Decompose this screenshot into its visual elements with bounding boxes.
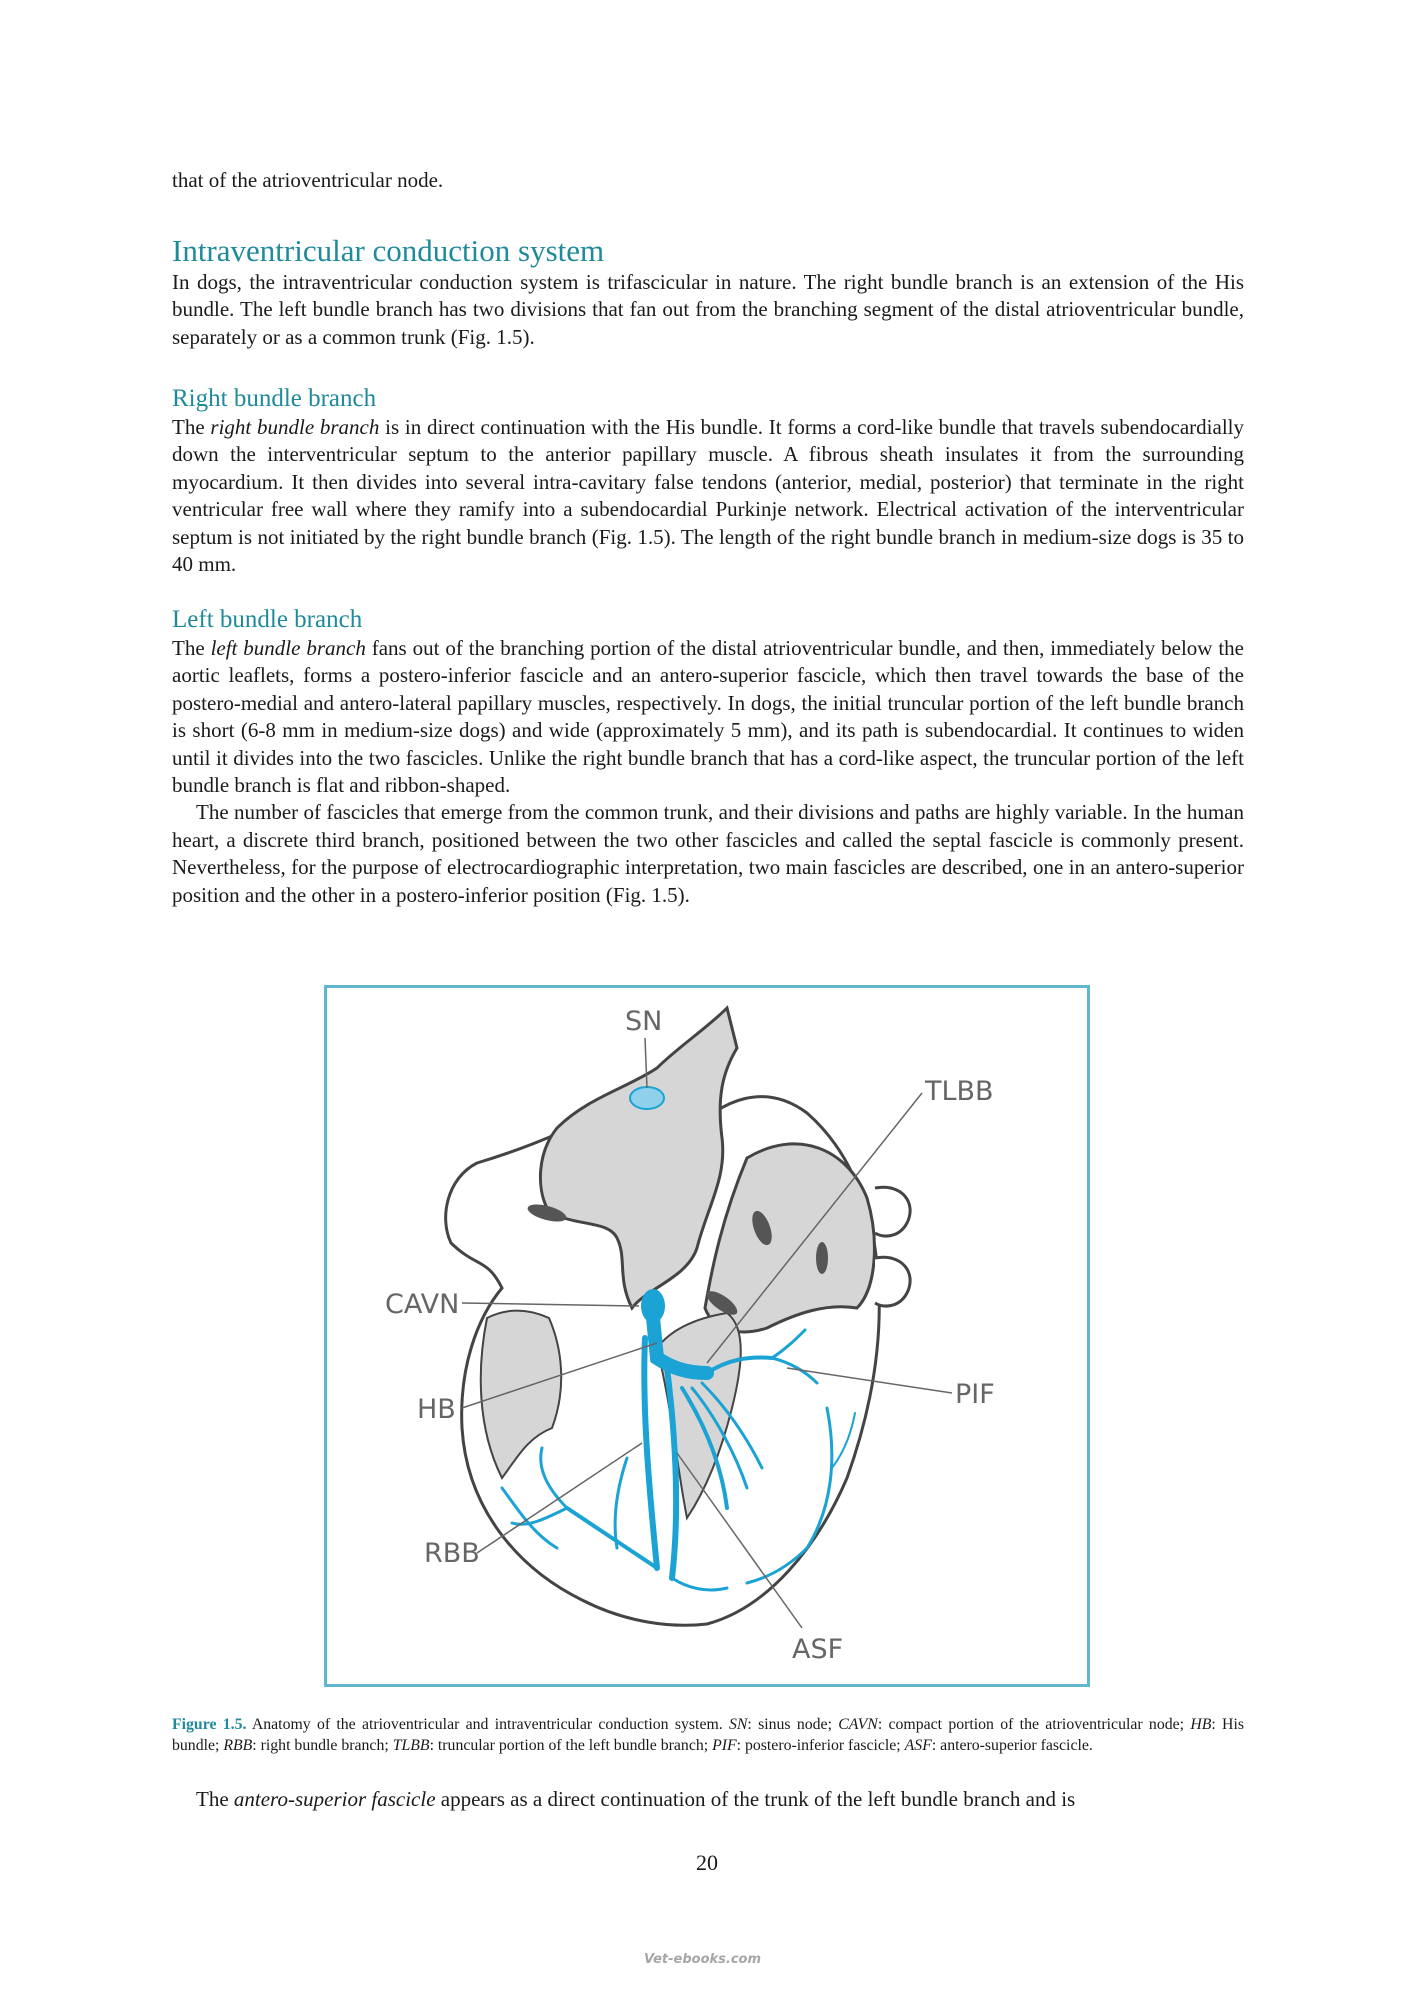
label-asf: ASF [792,1634,844,1665]
term-italic: left bundle branch [210,636,366,660]
text-run: The [172,636,211,660]
label-rbb: RBB [424,1538,480,1569]
caption-abbr: SN [728,1715,748,1733]
label-pif: PIF [955,1379,995,1410]
heart-conduction-figure [324,985,1090,1687]
section-left-bundle-branch [172,605,1244,909]
caption-abbr: ASF [904,1737,932,1755]
label-sn: SN [625,1006,663,1037]
page-number: 20 [696,1850,718,1875]
section-right-bundle-branch [172,384,1244,578]
section-heading: Intraventricular conduction system [172,233,605,268]
caption-abbr: HB [1190,1715,1212,1733]
subsection-heading: Left bundle branch [172,606,363,633]
pulmonary-stub [875,1257,910,1306]
caption-abbr: CAVN [838,1715,878,1733]
caption-text: : sinus node; [747,1715,839,1733]
heart-diagram [327,988,1087,1684]
caption-abbr: RBB [223,1737,253,1755]
text-run: fans out of the branching portion of the distal atrioventricular bundle, and then, immediately below the aortic leaflets, forms a postero-inferior fascicle and an antero-superior fascicle, which then travel towards the base of the postero-medial and antero-lateral papillary muscles, respectively. In dogs, the initial truncular portion of the left bundle branch is short (6-8 mm in medium-size dogs) and wide (approximately 5 mm), and its path is subendocardial. It continues to widen until it divides into the two fascicles. Unlike the right bundle branch that has a cord-like aspect, the truncular portion of the left bundle branch is flat and ribbon-shaped. [172,636,1244,798]
text-run: appears as a direct continuation of the trunk of the left bundle branch and is [435,1787,1076,1811]
valve-far [816,1242,828,1274]
caption-text: : antero-superior fascicle. [931,1737,1093,1755]
lead-text: that of the atrioventricular node. [172,168,444,192]
caption-abbr: PIF [712,1737,737,1755]
label-tlbb: TLBB [925,1076,994,1107]
subsection-heading: Right bundle branch [172,385,377,412]
term-italic: antero-superior fascicle [233,1787,436,1811]
caption-text: Anatomy of the atrioventricular and intraventricular conduction system. [246,1715,729,1733]
paragraph: The number of fascicles that emerge from the common trunk, and their divisions and paths are highly variable. In the human heart, a discrete third branch, positioned between the two other fascicles and called the septal fascicle is commonly present. Nevertheless, for the purpose of electrocardiographic interpretation, two main fascicles are described, one in an antero-superior position and the other in a postero-inferior position (Fig. 1.5). [172,800,1244,907]
caption-text: : right bundle branch; [252,1737,393,1755]
label-cavn: CAVN [385,1289,460,1320]
paragraph [172,1786,1244,1813]
caption-abbr: TLBB [392,1737,430,1755]
caption-text: : postero-inferior fascicle; [736,1737,905,1755]
text-run: The [172,415,211,439]
figure-label: Figure 1.5. [172,1715,247,1733]
label-hb: HB [417,1394,456,1425]
figure-caption [172,1714,1244,1757]
paragraph: In dogs, the intraventricular conduction system is trifascicular in nature. The right bundle branch is an extension of the His bundle. The left bundle branch has two divisions that fan out from the branching segment of the distal atrioventricular bundle, separately or as a common trunk (Fig. 1.5). [172,270,1244,349]
text-run: is in direct continuation with the His bundle. It forms a cord-like bundle that travels subendocardially down the interventricular septum to the anterior papillary muscle. A fibrous sheath insulates it from the surrounding myocardium. It then divides into several intra-cavitary false tendons (anterior, medial, posterior) that terminate in the right ventricular free wall where they ramify into a subendocardial Purkinje network. Electrical activation of the interventricular septum is not initiated by the right bundle branch (Fig. 1.5). The length of the right bundle branch in medium-size dogs is 35 to 40 mm. [172,415,1244,577]
caption-text: : truncular portion of the left bundle branch; [429,1737,713,1755]
section-intraventricular [172,233,1244,351]
text-run: The [196,1787,234,1811]
paragraph [172,414,1244,578]
watermark: Vet-ebooks.com [644,1952,762,1967]
term-italic: right bundle branch [210,415,380,439]
pulmonary-stub [875,1187,910,1236]
caption-text: : His bundle; [172,1715,1244,1755]
paragraph [172,635,1244,799]
caption-text: : compact portion of the atrioventricular node; [877,1715,1191,1733]
sinus-node [630,1087,664,1109]
